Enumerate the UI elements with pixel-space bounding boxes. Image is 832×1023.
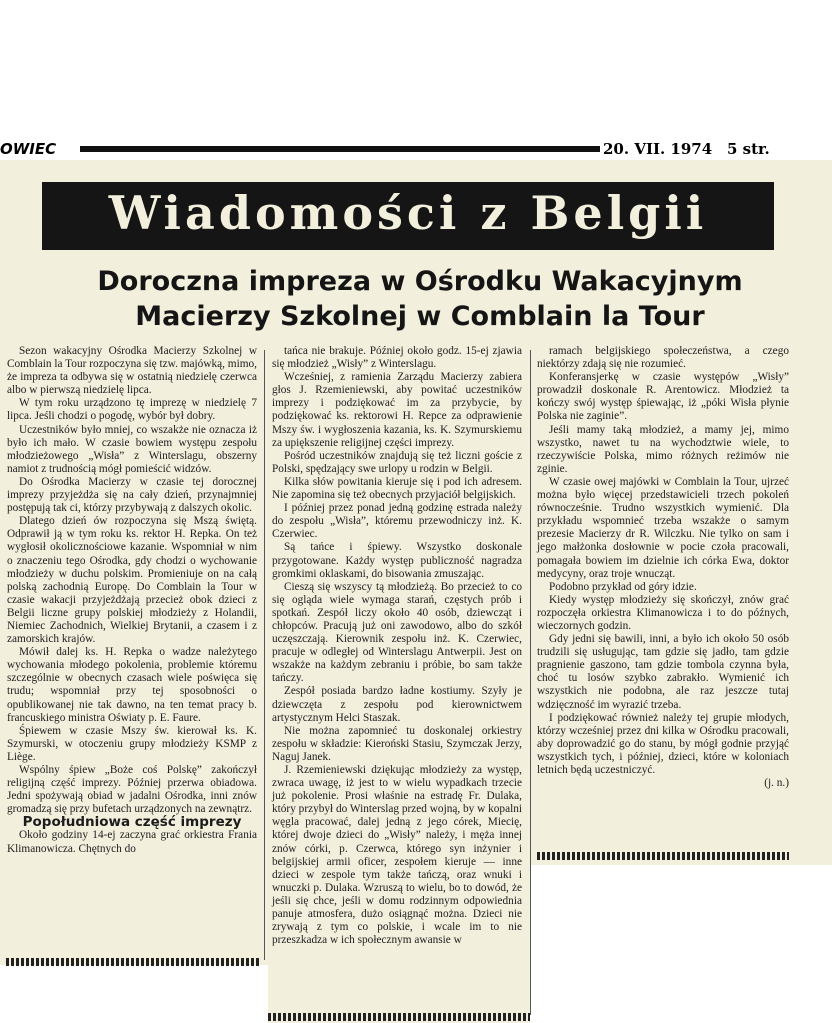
blank-margin-top (0, 0, 832, 160)
decorative-border (6, 958, 260, 966)
issue-date: 20. VII. 1974 (603, 140, 713, 158)
masthead (0, 140, 832, 162)
decorative-border (537, 852, 789, 860)
article-column-3 (537, 345, 789, 790)
paragraph: Około godziny 14-ej zaczyna grać orkiestra Frania Klimanowicza. Chętnych do (7, 829, 257, 855)
masthead-rule (80, 146, 600, 152)
column-divider (264, 350, 265, 960)
paragraph: ramach belgijskiego społeczeństwa, a czego niektórzy zdają się nie rozumieć. (537, 345, 789, 371)
paragraph: I podziękować również należy tej grupie młodych, którzy wcześniej przez dni kilka w Ośrodku pracowali, aby doprowadzić go do stanu, by mógł godnie przyjąć wszystkich tych, i później, dzieci, które w koloniach letnich będą uczestniczyć. (537, 711, 789, 776)
article-column-2 (272, 345, 522, 947)
section-banner (42, 182, 774, 250)
column-divider (530, 350, 531, 1015)
article-column-1 (7, 345, 257, 856)
paragraph: Mówił dalej ks. H. Repka o wadze należytego wychowania młodego pokolenia, problemie któremu szczególnie w obecnych czasach wiele poświęca się trudu; wspomniał przy tej sposobności o opublikowanej nie tak dawno, na ten temat pracy b. francuskiego ministra Oświaty p. E. Faure. (7, 646, 257, 724)
decorative-border (268, 1013, 530, 1021)
paragraph: Gdy jedni się bawili, inni, a było ich około 50 osób trudzili się usługując, tam gdzie się jadło, tam gdzie pragnienie gaszono, tam gdzie tombola czynna była, choć tu losów szybko zabrakło. Wymienić ich wszystkich nie podobna, ale raz jeszcze tutaj wdzięczność im wyrazić trzeba. (537, 633, 789, 711)
paper-name: OWIEC (0, 140, 57, 158)
paragraph: Zespół posiada bardzo ładne kostiumy. Szyły je dziewczęta z zespołu pod kierownictwem artystycznym Helci Staszak. (272, 685, 522, 724)
paragraph: Pośród uczestników znajdują się też liczni goście z Polski, spędzający swe urlopy u rodzin w Belgii. (272, 449, 522, 475)
paragraph: Jeśli mamy taką młodzież, a mamy jej, mimo wszystko, nawet tu na wychodztwie wiele, to rzeczywiście Polska, mimo różnych reżimów nie zginie. (537, 423, 789, 475)
paragraph: W tym roku urządzono tę imprezę w niedzielę 7 lipca. Jeśli chodzi o pogodę, wybór był dobry. (7, 397, 257, 423)
blank-margin-bottom-right (530, 865, 832, 1023)
paragraph: tańca nie brakuje. Później około godz. 15-ej zjawia się młodzież „Wisły” z Winterslagu. (272, 345, 522, 371)
paragraph: Do Ośrodka Macierzy w czasie tej dorocznej imprezy przyjeżdża się na cały dzień, przynajmniej postępują tak ci, którzy przybywają z dalszych okolic. (7, 475, 257, 515)
paragraph: W czasie owej majówki w Comblain la Tour, ujrzeć można było więcej przedstawicieli trzech pokoleń równocześnie. Trudno wszystkich wymienić. Dla przykładu wspomnieć trzeba wszakże o samym prezesie Macierzy dr R. Wilczku. Nie tylko on sam i jego małżonka dosłownie w pocie czoła pracowali, pomagała bowiem im dzielnie ich córka Ewa, doktor medycyny, oraz troje wnucząt. (537, 475, 789, 580)
headline-line-1: Doroczna impreza w Ośrodku Wakacyjnym (97, 266, 743, 297)
paragraph: Kiedy występ młodzieży się skończył, znów grać rozpoczęła orkiestra Klimanowicza i to do późnych, wieczornych godzin. (537, 593, 789, 632)
author-signature: (j. n.) (764, 777, 789, 790)
paragraph: J. Rzemieniewski dziękując młodzieży za występ, zwraca uwagę, iż jest to w wielu wypadkach trzecie już pokolenie. Prosi właśnie na estradę Fr. Dulaka, który przybył do Winterslag przed wojną, by w kopalni węgla pracować, dalej jedną z jego córek, Miecię, której dwoje dzieci do „Wisły” należy, i męża innej znów córki, p. Czerwca, którego syn inżynier i belgijskiej armii oficer, zespołem kieruje — inne dzieci w zespole tym także tańczą, oraz wnuki i wnuczki p. Dulaka. Wzruszą to wielu, bo to dowód, że jeśli się chce, jeśli w domu rodzinnym odpowiednia panuje atmosfera, dużo osiągnąć można. Dzieci nie zrywają z tym co polskie, i wcale im to nie przeszkadza w ich społecznym awansie w (272, 764, 523, 947)
paragraph: Podobno przykład od góry idzie. (549, 580, 697, 593)
paragraph: Uczestników było mniej, co wszakże nie oznacza iż było ich mało. W czasie bowiem występu zespołu młodzieżowego „Wisła” z Winterslagu, obszerny namiot z trudnością mógł pomieścić widzów. (7, 423, 257, 475)
headline-line-2: Macierzy Szkolnej w Comblain la Tour (135, 301, 705, 332)
paragraph: Dlatego dzień ów rozpoczyna się Mszą świętą. Odprawił ją w tym roku ks. rektor H. Repka. On też wygłosił okolicznościowe kazanie. Wspomniał w nim o znaczeniu tego Ośrodka, gdy chodzi o wychowanie młodzieży w duchu polskim. Promieniuje on na całą polską zachodnią Europę. Do Comblain la Tour w czasie wakacji przyjeżdżają przecież obok dzieci z Belgii liczne grupy polskiej młodzieży z Holandii, Niemiec Zachodnich, Wielkiej Brytanii, a czasem i z zamorskich krajów. (7, 515, 257, 646)
paragraph: Sezon wakacyjny Ośrodka Macierzy Szkolnej w Comblain la Tour rozpoczyna się tzw. majówką, mimo, że impreza ta odbywa się w ostatnią niedzielę czerwca albo w pierwszą niedzielę lipca. (7, 345, 257, 397)
paragraph: Nie można zapomnieć tu doskonalej orkiestry zespołu w składzie: Kieroński Stasiu, Szymczak Jerzy, Naguj Janek. (272, 724, 522, 763)
page-number: 5 str. (727, 140, 770, 158)
blank-margin-bottom-left (0, 965, 268, 1023)
paragraph: Śpiewem w czasie Mszy św. kierował ks. K. Szymurski, w otoczeniu grupy młodzieży KSMP z Liège. (7, 724, 257, 763)
paragraph: Wcześniej, z ramienia Zarządu Macierzy zabiera głos J. Rzemieniewski, aby powitać uczestników imprezy i podziękować im za przybycie, by podziękować ks. rektorowi H. Repce za odprawienie Mszy św. i wygłoszenia kazania, ks. K. Szymurskiemu za upiększenie religijnej części imprezy. (272, 371, 522, 449)
paragraph: Są tańce i śpiewy. Wszystko doskonale przygotowane. Każdy występ publiczność nagradza gromkimi oklaskami, do bisowania zmuszając. (272, 541, 522, 580)
paragraph: Wspólny śpiew „Boże coś Polskę” zakończył religijną część imprezy. Później przerwa obiadowa. Jedni spożywają obiad w jadalni Ośrodka, inni znów gromadzą się przy bufetach urządzonych na zewnątrz. (7, 764, 257, 816)
subheading: Popołudniowa część imprezy (22, 814, 242, 831)
paragraph: Kilka słów powitania kieruje się i pod ich adresem. Nie zapomina się też obecnych przyjaciół belgijskich. (272, 475, 522, 502)
section-title: Wiadomości z Belgii (108, 186, 708, 240)
paragraph: Konferansjerkę w czasie występów „Wisły” prowadził doskonale R. Arentowicz. Młodzież ta kończy swój występ śpiewając, iż „póki Wisła płynie Polska nie zaginie”. (537, 371, 789, 423)
paragraph: Cieszą się wszyscy tą młodzieżą. Bo przecież to co się ogląda wiele wymaga starań, częstych prób i spotkań. Zespół liczy około 40 osób, dziewcząt i chłopców. Pracują już oni zawodowo, albo do szkół uczęszczają. Kierownik zespołu inż. K. Czerwiec, pracuje w odległej od Winterslagu Antwerpii. Jest on wszakże na każdym zebraniu i próbie, bo sam także tańczy. (272, 580, 522, 685)
paragraph: I później przez ponad jedną godzinę estrada należy do zespołu „Wisła”, któremu przewodniczy inż. K. Czerwiec. (272, 502, 522, 541)
